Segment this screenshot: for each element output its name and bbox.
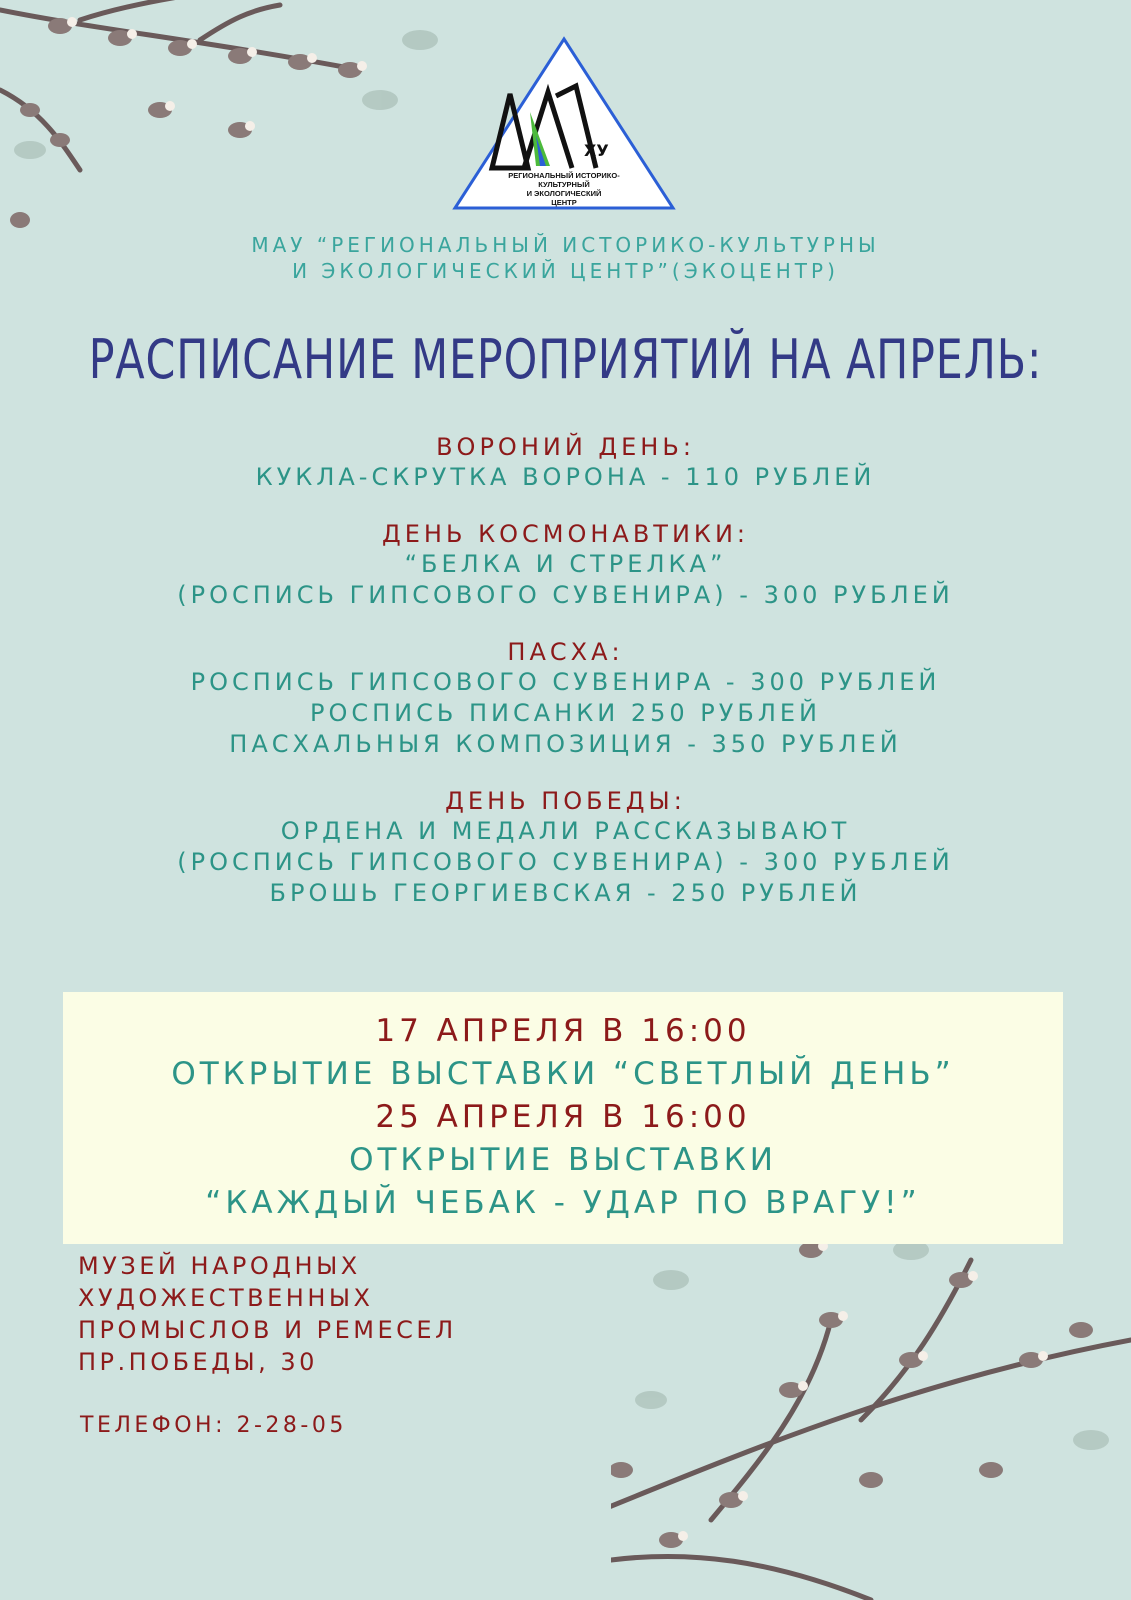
organization-name: МАУ “РЕГИОНАЛЬНЫЙ ИСТОРИКО-КУЛЬТУРНЫ И ЭКОЛОГИЧЕСКИЙ ЦЕНТР”(ЭКОЦЕНТР) [251, 233, 880, 283]
exhibitions-box [63, 992, 1063, 1244]
event-line: БРОШЬ ГЕОРГИЕВСКАЯ - 250 РУБЛЕЙ [269, 879, 862, 907]
museum-address: МУЗЕЙ НАРОДНЫХ ХУДОЖЕСТВЕННЫХ ПРОМЫСЛОВ И РЕМЕСЕЛ ПР.ПОБЕДЫ, 30 [78, 1252, 457, 1376]
event-name: ДЕНЬ ПОБЕДЫ: [445, 787, 686, 815]
event-line: РОСПИСЬ ПИСАНКИ 250 РУБЛЕЙ [310, 699, 821, 727]
exhibition-date: 17 АПРЕЛЯ В 16:00 [375, 1013, 751, 1049]
event-line: (РОСПИСЬ ГИПСОВОГО СУВЕНИРА) - 300 РУБЛЕЙ [177, 581, 954, 609]
event-name: ВОРОНИЙ ДЕНЬ: [436, 433, 695, 461]
branch-bottom-right-decoration [611, 1220, 1131, 1600]
event-line: (РОСПИСЬ ГИПСОВОГО СУВЕНИРА) - 300 РУБЛЕЙ [177, 848, 954, 876]
exhibition-title: ОТКРЫТИЕ ВЫСТАВКИ [349, 1142, 777, 1178]
event-line: ПАСХАЛЬНЫЯ КОМПОЗИЦИЯ - 350 РУБЛЕЙ [229, 730, 902, 758]
event-cosmonautics-day [0, 519, 1131, 611]
page-title: РАСПИСАНИЕ МЕРОПРИЯТИЙ НА АПРЕЛЬ: [88, 328, 1043, 391]
logo-caption: РЕГИОНАЛЬНЫЙ ИСТОРИКО-КУЛЬТУРНЫЙ И ЭКОЛОГИЧЕСКИЙ ЦЕНТР [508, 171, 620, 207]
event-line: “БЕЛКА И СТРЕЛКА” [404, 550, 727, 578]
event-easter [0, 637, 1131, 760]
exhibition-date: 25 АПРЕЛЯ В 16:00 [375, 1099, 751, 1135]
phone-number: ТЕЛЕФОН: 2-28-05 [80, 1413, 347, 1438]
event-line: РОСПИСЬ ГИПСОВОГО СУВЕНИРА - 300 РУБЛЕЙ [190, 668, 941, 696]
event-victory-day [0, 786, 1131, 909]
svg-text:ХУ: ХУ [584, 141, 609, 160]
exhibition-title: ОТКРЫТИЕ ВЫСТАВКИ “СВЕТЛЫЙ ДЕНЬ” [171, 1056, 955, 1092]
event-line: ОРДЕНА И МЕДАЛИ РАССКАЗЫВАЮТ [280, 817, 851, 845]
event-line: КУКЛА-СКРУТКА ВОРОНА - 110 РУБЛЕЙ [255, 463, 876, 491]
event-name: ПАСХА: [507, 638, 624, 666]
branch-top-left-decoration [0, 0, 470, 260]
exhibition-title: “КАЖДЫЙ ЧЕБАК - УДАР ПО ВРАГУ!” [205, 1185, 921, 1221]
event-schedule [0, 432, 1131, 935]
event-name: ДЕНЬ КОСМОНАВТИКИ: [382, 520, 749, 548]
event-crow-day [0, 432, 1131, 493]
